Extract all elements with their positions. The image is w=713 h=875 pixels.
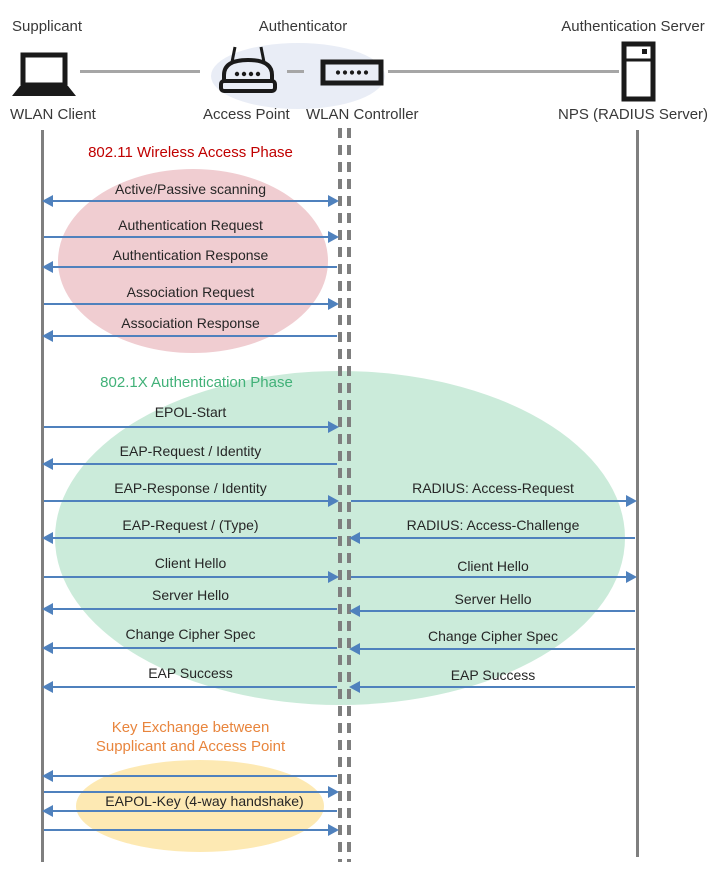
message-label: Authentication Request <box>118 217 263 233</box>
message-arrow-right <box>44 303 337 305</box>
phase3-title-line2: Supplicant and Access Point <box>95 738 286 755</box>
message-arrow-left <box>44 608 337 610</box>
message-arrow-left <box>44 686 337 688</box>
message-arrow-left <box>44 463 337 465</box>
message-label: RADIUS: Access-Request <box>412 480 574 496</box>
phase3-title-line1: Key Exchange between <box>111 719 270 736</box>
node-nps-server: NPS (RADIUS Server) <box>558 106 709 123</box>
connector-line <box>287 70 304 73</box>
message-arrow-left <box>44 647 337 649</box>
message-label: EAP Success <box>450 667 536 683</box>
message-arrow-left <box>44 266 337 268</box>
message-arrow-right <box>44 576 337 578</box>
message-arrow-left <box>351 610 635 612</box>
laptop-icon <box>11 52 78 98</box>
message-label: EPOL-Start <box>154 404 227 420</box>
message-arrow-left <box>351 686 635 688</box>
message-label: Association Request <box>126 284 255 300</box>
node-access-point: Access Point <box>203 106 290 123</box>
wlan-controller-icon <box>320 59 384 86</box>
message-arrow-right <box>44 500 337 502</box>
message-arrow-left <box>351 537 635 539</box>
message-label: Authentication Response <box>112 247 269 263</box>
phase2-title: 802.1X Authentication Phase <box>100 374 293 391</box>
phase1-title: 802.11 Wireless Access Phase <box>88 144 293 161</box>
node-wlan-client: WLAN Client <box>10 106 96 123</box>
role-authentication-server: Authentication Server <box>561 18 705 35</box>
message-label: EAP-Request / Identity <box>119 443 262 459</box>
message-label: Server Hello <box>151 587 230 603</box>
message-label: Client Hello <box>457 558 529 574</box>
role-authenticator: Authenticator <box>258 18 348 35</box>
key-exchange-label: EAPOL-Key (4-way handshake) <box>105 793 304 809</box>
server-icon <box>621 41 656 102</box>
message-label: Association Response <box>121 315 260 331</box>
message-arrow-left <box>44 810 337 812</box>
message-arrow-left <box>44 775 337 777</box>
connector-line <box>80 70 200 73</box>
message-arrow-right <box>44 829 337 831</box>
message-label: EAP Success <box>148 665 233 681</box>
node-wlan-controller: WLAN Controller <box>306 106 419 123</box>
message-arrow-right <box>44 426 337 428</box>
message-arrow-right <box>351 500 635 502</box>
message-label: Active/Passive scanning <box>115 181 266 197</box>
message-label: Client Hello <box>154 555 227 571</box>
message-arrow-left <box>44 335 337 337</box>
connector-line <box>388 70 619 73</box>
message-label: RADIUS: Access-Challenge <box>406 517 580 533</box>
message-arrow-right <box>351 576 635 578</box>
message-arrow-left <box>44 537 337 539</box>
message-label: Change Cipher Spec <box>125 626 256 642</box>
message-label: EAP-Response / Identity <box>114 480 267 496</box>
message-arrow-both <box>44 200 337 202</box>
message-label: Change Cipher Spec <box>428 628 558 644</box>
message-label: EAP-Request / (Type) <box>122 517 259 533</box>
message-arrow-right <box>44 236 337 238</box>
message-arrow-left <box>351 648 635 650</box>
lifeline-nps-server <box>636 130 639 857</box>
role-supplicant: Supplicant <box>12 18 83 35</box>
access-point-icon <box>217 44 279 95</box>
message-label: Server Hello <box>454 591 532 607</box>
